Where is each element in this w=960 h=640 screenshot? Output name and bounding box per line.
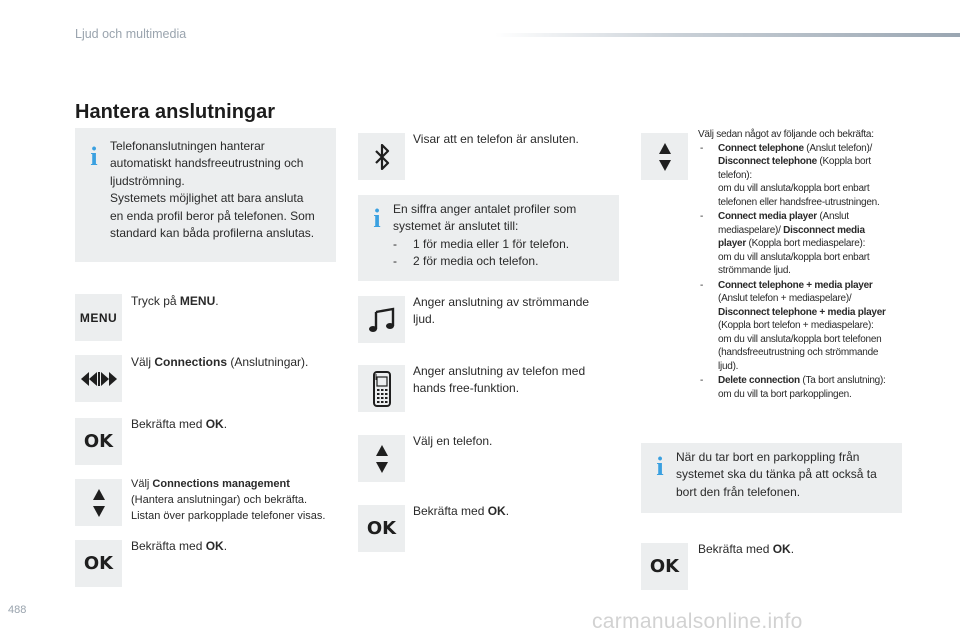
- info-line: systemet är anslutet till:: [393, 219, 519, 234]
- info-icon: i: [656, 452, 664, 481]
- options-intro: Välj sedan något av följande och bekräfta:: [698, 129, 874, 140]
- info-icon: i: [373, 204, 381, 233]
- bluetooth-icon-box: [358, 133, 405, 180]
- ok-label: OK: [83, 553, 114, 574]
- info-icon: i: [90, 142, 98, 171]
- up-down-arrows-icon: [75, 479, 122, 526]
- list-item: - 1 för media eller 1 för telefon.: [393, 236, 615, 253]
- menu-label: MENU: [79, 310, 118, 325]
- info-line: En siffra anger antalet profiler som: [393, 202, 577, 216]
- menu-button-icon: [75, 294, 122, 341]
- step-confirm-ok: Bekräfta med OK.: [131, 417, 228, 431]
- mobile-phone-icon: [372, 371, 392, 407]
- option-delete-connection: - Delete connection (Ta bort anslutning): om du vill ta bort parkopplingen.: [698, 374, 908, 401]
- header-rule: [495, 33, 960, 37]
- ok-label: OK: [83, 431, 114, 452]
- info-line: en enda profil beror på telefonen. Som: [110, 208, 315, 223]
- up-down-arrows-icon: [641, 133, 688, 180]
- step-press-menu: Tryck på MENU.: [131, 294, 219, 308]
- info-line: Systemets möjlighet att bara ansluta: [110, 191, 304, 206]
- step-confirm-ok: Bekräfta med OK.: [698, 542, 795, 556]
- info-line: bort den från telefonen.: [676, 484, 801, 499]
- page-number: 488: [8, 604, 27, 616]
- step-connections-management: Välj Connections management (Hantera anslutningar) och bekräfta. Listan över parkopplade telefoner visas.: [131, 478, 326, 522]
- ok-button-icon: [75, 540, 122, 587]
- page-title: Hantera anslutningar: [75, 101, 276, 123]
- info-line: När du tar bort en parkoppling från: [676, 450, 860, 464]
- step-confirm-ok: Bekräfta med OK.: [131, 539, 228, 553]
- music-note-icon: [368, 307, 396, 333]
- info-line: ljudströmning.: [110, 173, 185, 188]
- music-icon-box: [358, 296, 405, 343]
- watermark: carmanualsonline.info: [592, 610, 803, 633]
- option-connect-telephone-media: - Connect telephone + media player (Anslut telefon + mediaspelare)/ Disconnect telephone + media player (Koppla bort telefon + mediaspelare): om du vill ansluta/koppla bort telefonen (handsfreeutrustning och strömmande ljud).: [698, 279, 908, 374]
- up-down-arrows-icon: [358, 435, 405, 482]
- info-line: automatiskt handsfreeutrustning och: [110, 156, 304, 171]
- ok-button-icon: [358, 505, 405, 552]
- info-box-delete: [641, 443, 902, 513]
- handsfree-text: Anger anslutning av telefon med hands free-funktion.: [413, 364, 586, 395]
- info-line: Telefonanslutningen hanterar: [110, 139, 265, 153]
- ok-label: OK: [649, 556, 680, 577]
- ok-button-icon: [641, 543, 688, 590]
- rewind-forward-icon: [80, 372, 118, 386]
- ok-button-icon: [75, 418, 122, 465]
- phone-icon-box: [358, 365, 405, 412]
- step-confirm-ok: Bekräfta med OK.: [413, 504, 510, 518]
- info-box-profiles: [358, 195, 619, 281]
- info-line: standard kan båda profilerna anslutas.: [110, 225, 315, 240]
- step-select-connections: Välj Connections (Anslutningar).: [131, 355, 309, 369]
- section-header: Ljud och multimedia: [75, 27, 187, 41]
- music-streaming-text: Anger anslutning av strömmande ljud.: [413, 295, 590, 326]
- info-line: systemet ska du tänka på att också ta: [676, 467, 877, 482]
- seek-arrows-icon: [75, 355, 122, 402]
- info-box-connections: [75, 128, 336, 262]
- list-item: - 2 för media och telefon.: [393, 253, 615, 270]
- select-phone-text: Välj en telefon.: [413, 434, 493, 448]
- bluetooth-connected-text: Visar att en telefon är ansluten.: [413, 132, 579, 146]
- option-connect-telephone: - Connect telephone (Anslut telefon)/ Disconnect telephone (Koppla bort telefon): om du vill ansluta/koppla bort enbart telefonen eller handsfree-utrustningen.: [698, 142, 908, 210]
- ok-label: OK: [366, 518, 397, 539]
- option-connect-media-player: - Connect media player (Anslut mediaspelare)/ Disconnect media player (Koppla bort mediaspelare): om du vill ansluta/koppla bort enbart strömmande ljud.: [698, 210, 908, 278]
- bluetooth-icon: [374, 144, 390, 170]
- connection-options: [698, 128, 908, 402]
